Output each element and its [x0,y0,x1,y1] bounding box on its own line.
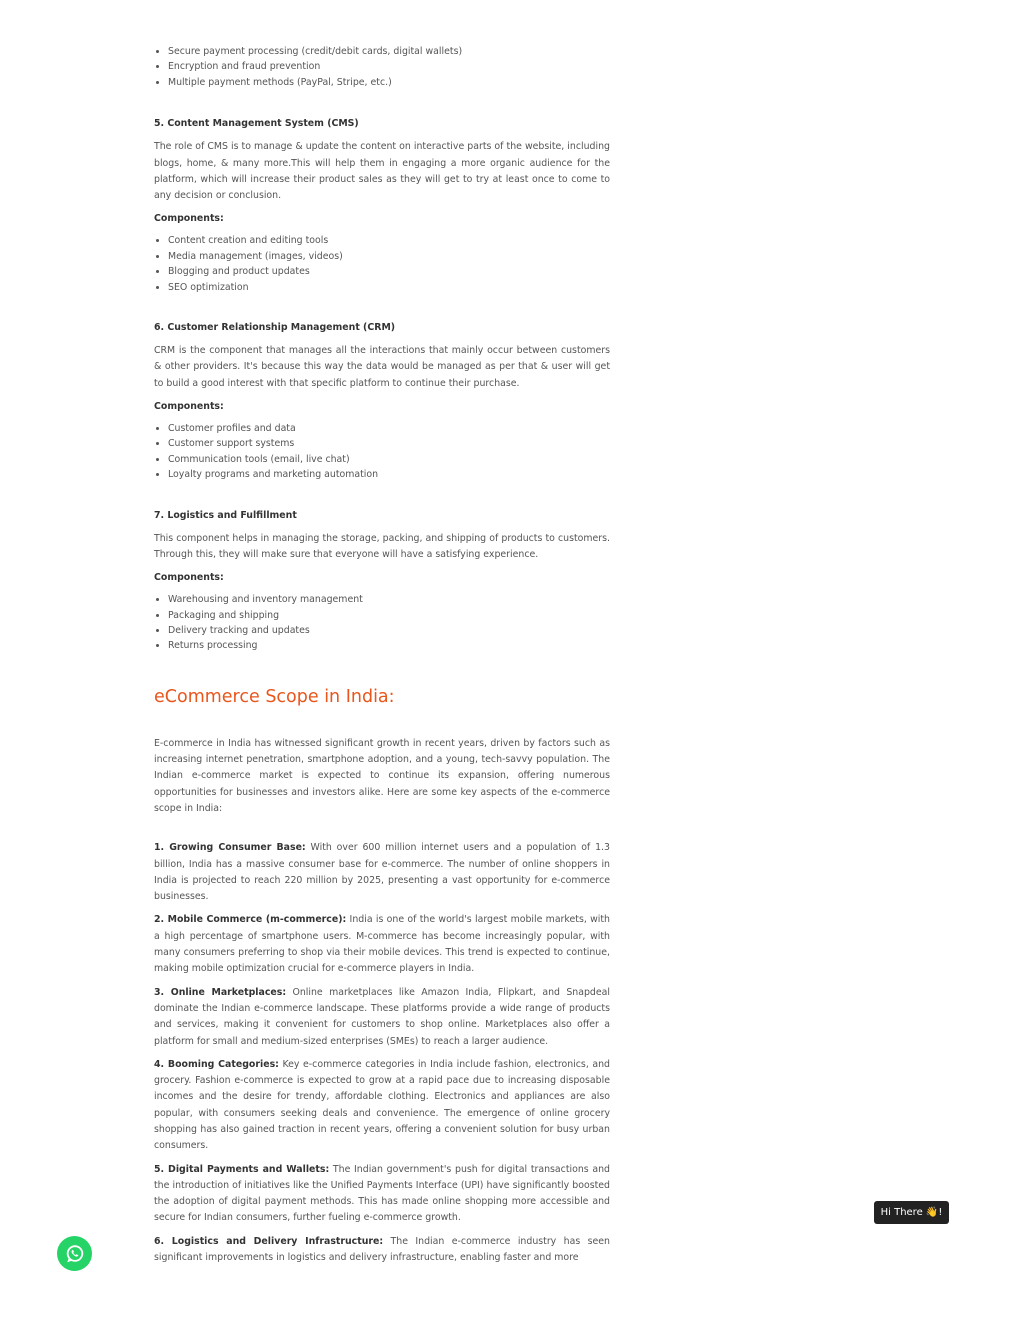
scope-point-title: 2. Mobile Commerce (m-commerce): [154,914,347,926]
cms-components-label: Components: [154,213,224,225]
list-item: • Encryption and fraud prevention [168,59,610,74]
cms-heading: 5. Content Management System (CMS) [154,118,359,130]
scope-point [154,840,610,905]
cms-components-list [154,233,610,295]
list-item: • Delivery tracking and updates [168,623,610,638]
cms-body: The role of CMS is to manage & update the content on interactive parts of the website, including blogs, home, & many more.This will help them in engaging a more organic audience for the platform, which will increase their product sales as they will get to try at least once to come to any decision or conclusion. [154,141,610,202]
scope-point-text: Online marketplaces like Amazon India, Flipkart, and Snapdeal dominate the Indian e-commerce landscape. These platforms provide a wide range of products and services, making it convenient for customers to shop online. Marketplaces also offer a platform for small and medium-sized enterprises (SMEs) to reach a larger audience. [154,986,610,1047]
scope-point-text: India is one of the world's largest mobile markets, with a high percentage of smartphone users. M-commerce has become increasingly popular, with many consumers preferring to shop via their mobile devices. This trend is expected to continue, making mobile optimization crucial for e-commerce players in India. [154,914,611,975]
list-item: • Warehousing and inventory management [168,592,610,607]
crm-components-label: Components: [154,400,224,412]
list-item: • Secure payment processing (credit/debit cards, digital wallets) [168,44,610,59]
list-item: • SEO optimization [168,280,610,295]
scope-point [154,912,610,977]
list-item: • Multiple payment methods (PayPal, Stripe, etc.) [168,75,610,90]
whatsapp-button[interactable] [57,1236,92,1271]
list-item: • Content creation and editing tools [168,233,610,248]
logistics-body: This component helps in managing the storage, packing, and shipping of products to customers. Through this, they will make sure that everyone will have a satisfying experience. [154,532,610,560]
logistics-heading: 7. Logistics and Fulfillment [154,509,297,521]
scope-point-text: The Indian government's push for digital transactions and the introduction of initiatives like the Unified Payments Interface (UPI) have significantly boosted the adoption of digital payment methods. This has made online shopping more accessible and secure for Indian consumers, further fueling e-commerce growth. [154,1163,610,1224]
list-item: • Blogging and product updates [168,264,610,279]
logistics-components-label: Components: [154,572,224,584]
scope-point [154,1057,610,1155]
scope-point-title: 6. Logistics and Delivery Infrastructure: [154,1235,384,1247]
scope-point-text: The Indian e-commerce industry has seen significant improvements in logistics and delivery infrastructure, enabling faster and more [154,1235,610,1264]
whatsapp-icon [64,1243,86,1265]
crm-components-list [154,421,610,483]
logistics-components-list [154,592,610,654]
scope-point [154,1234,610,1267]
scope-heading: eCommerce Scope in India: [154,686,395,707]
list-item: • Packaging and shipping [168,608,610,623]
list-item: • Returns processing [168,638,610,653]
scope-intro: E-commerce in India has witnessed significant growth in recent years, driven by factors such as increasing internet penetration, smartphone adoption, and a young, tech-savvy population. The Indian e-commerce market is expected to continue its expansion, offering numerous opportunities for businesses and investors alike. Here are some key aspects of the e-commerce scope in India: [154,737,610,814]
list-item: • Media management (images, videos) [168,249,610,264]
list-item: • Loyalty programs and marketing automation [168,467,610,482]
list-item: • Customer support systems [168,436,610,451]
scope-point-text: With over 600 million internet users and a population of 1.3 billion, India has a massive consumer base for e-commerce. The number of online shoppers in India is projected to reach 220 million by 2025, presenting a vast opportunity for e-commerce businesses. [154,842,610,903]
scope-point-title: 3. Online Marketplaces: [154,986,287,998]
scope-point [154,985,610,1050]
scope-point-title: 5. Digital Payments and Wallets: [154,1163,330,1175]
list-item: • Customer profiles and data [168,421,610,436]
list-item: • Communication tools (email, live chat) [168,452,610,467]
scope-point-title: 1. Growing Consumer Base: [154,842,306,854]
scope-point-text: Key e-commerce categories in India include fashion, electronics, and grocery. Fashion e-commerce is expected to grow at a rapid pace due to increasing disposable incomes and the desire for trendy, affordable clothing. Electronics and appliances are also popular, with consumers seeking deals and convenience. The emergence of online grocery shopping has also gained traction in recent years, offering a convenient solution for busy urban consumers. [154,1058,610,1152]
chat-greeting-bubble[interactable]: Hi There 👋! [874,1201,949,1224]
payment-list [154,44,610,90]
article-content [154,44,610,1266]
crm-body: CRM is the component that manages all the interactions that mainly occur between customers & other providers. It's because this way the data would be managed as per that & user will get to build a good interest with that specific platform to continue their purchase. [154,345,610,389]
scope-point-title: 4. Booming Categories: [154,1058,279,1070]
scope-point [154,1162,610,1227]
crm-heading: 6. Customer Relationship Management (CRM) [154,322,396,334]
